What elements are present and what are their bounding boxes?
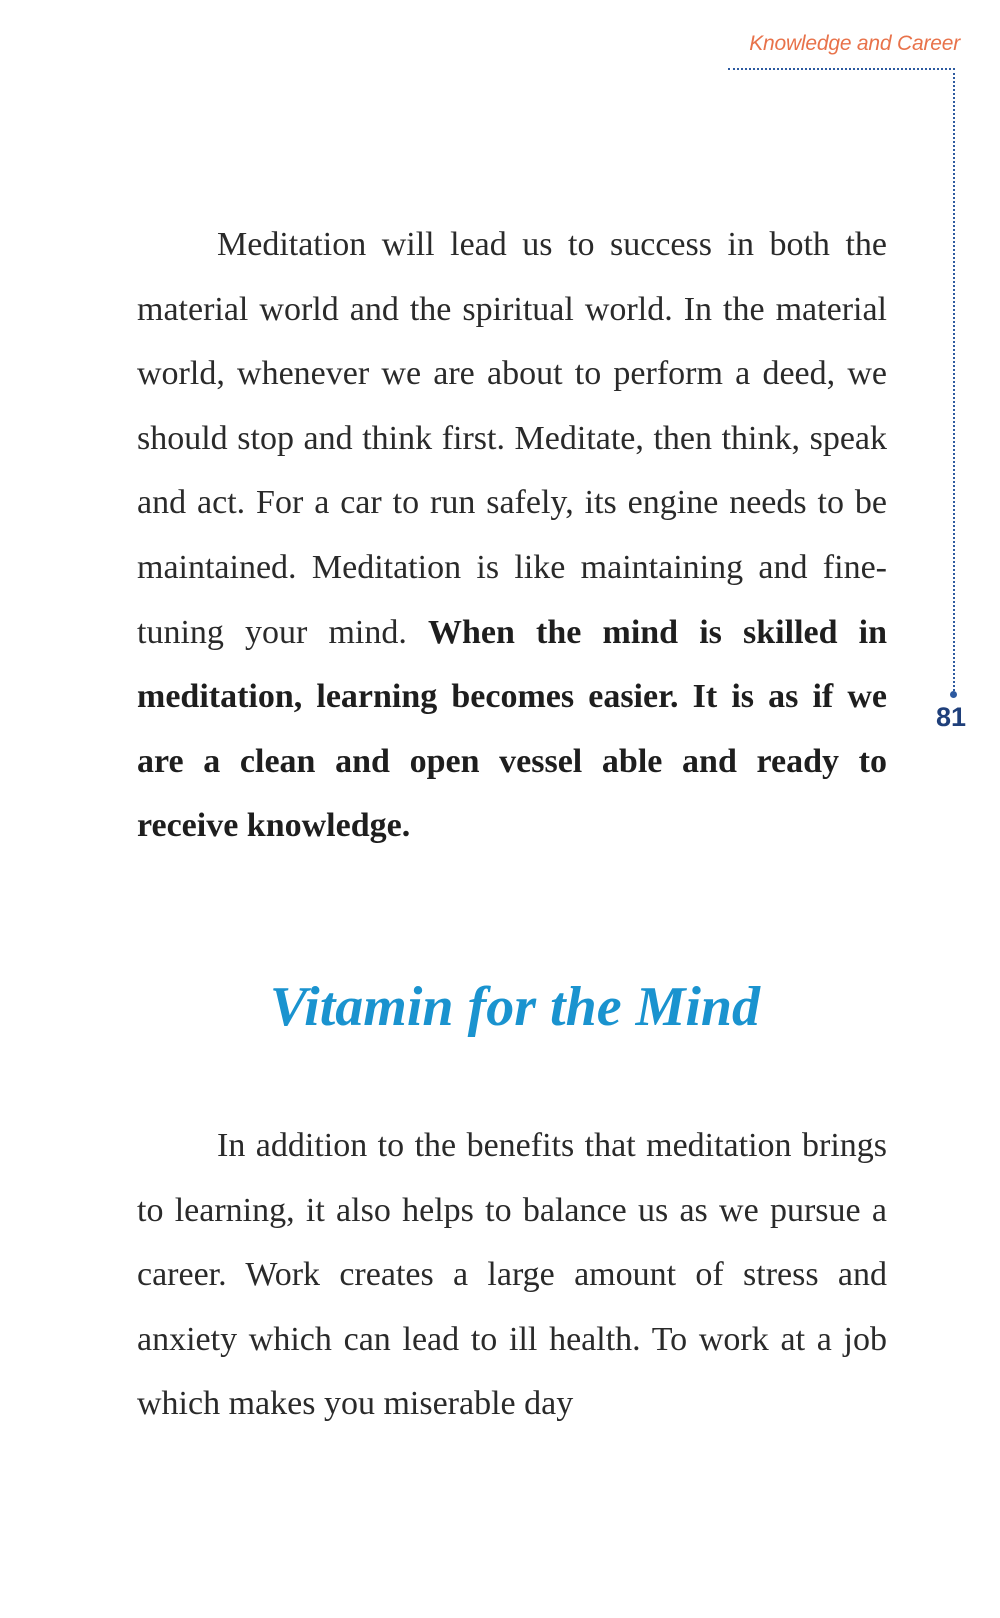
running-header-title: Knowledge and Career xyxy=(749,32,960,55)
rule-end-dot xyxy=(950,691,957,698)
paragraph-1-bold-text: When the mind is skilled in meditation, learning becomes easier. It is as if we are a clean and open vessel able and ready to receive knowledge. xyxy=(137,613,888,845)
body-paragraph-2 xyxy=(137,1114,887,1437)
margin-dotted-rule xyxy=(953,68,955,695)
header-dotted-rule xyxy=(728,68,955,70)
page-number: 81 xyxy=(936,702,967,732)
paragraph-1-regular-text: Meditation will lead us to success in both the material world and the spiritual world. In the material world, whenever we are about to perform a deed, we should stop and think first. Meditate, then think, speak and act. For a car to run safely, its engine needs to be maintained. Meditation is like maintaining and fine-tuning your mind. xyxy=(137,226,887,651)
section-heading: Vitamin for the Mind xyxy=(269,976,761,1038)
paragraph-2-text: In addition to the benefits that meditation brings to learning, it also helps to balance us as we pursue a career. Work creates a large amount of stress and anxiety which can lead to ill health. To work at a job which makes you miserable day xyxy=(137,1127,887,1423)
body-paragraph-1 xyxy=(137,213,887,859)
